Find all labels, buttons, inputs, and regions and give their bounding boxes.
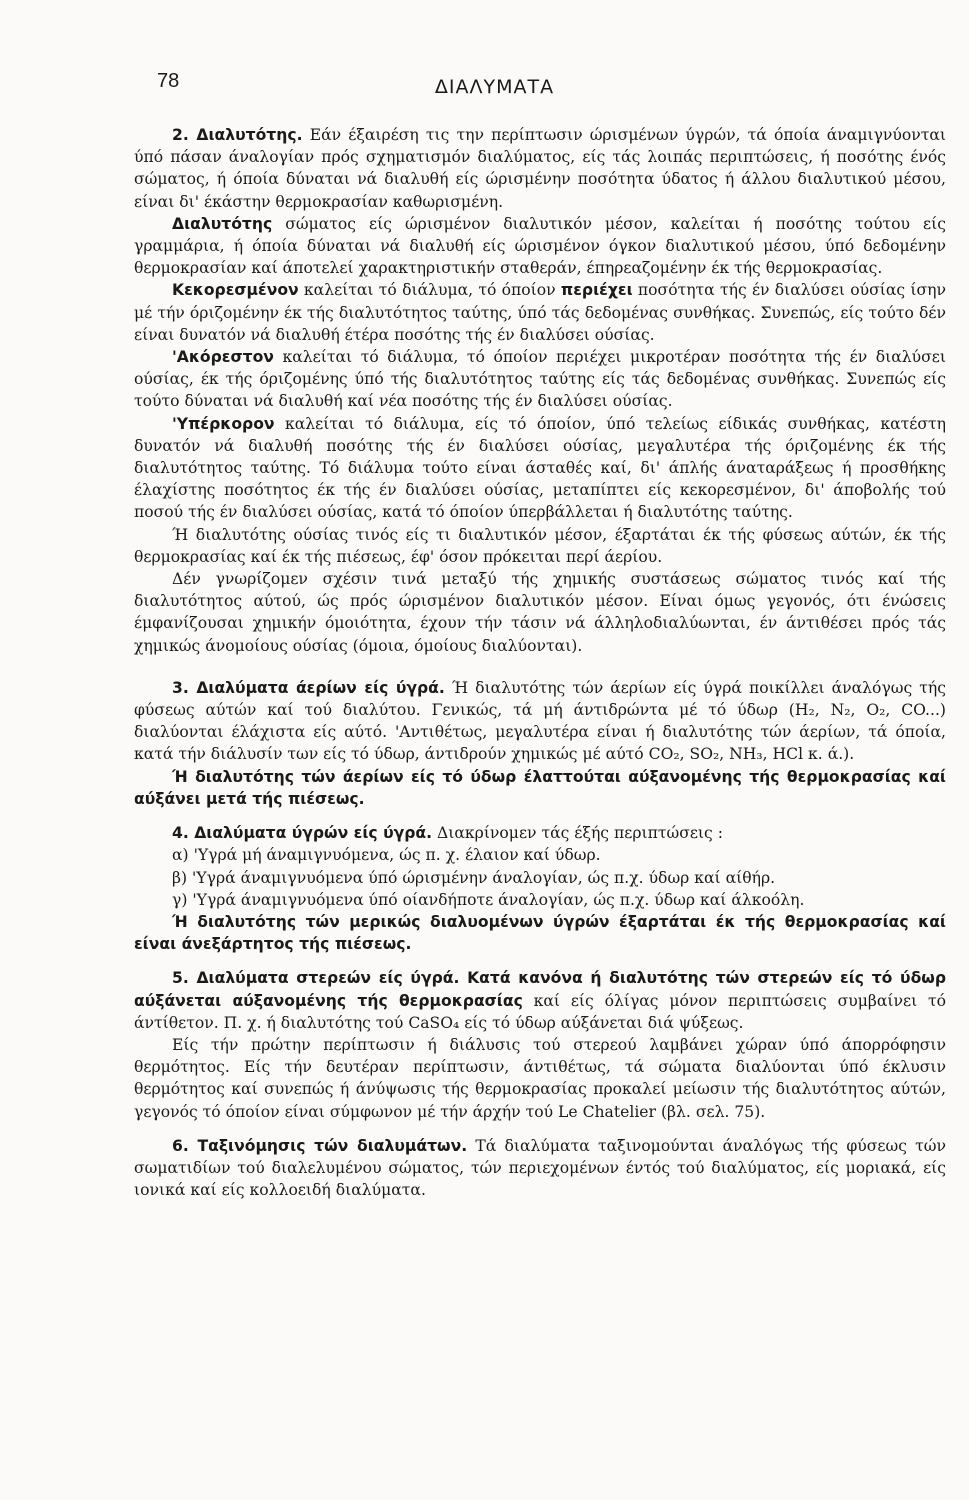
section-2-paragraph [134,124,946,213]
relation-paragraph: Δέν γνωρίζομεν σχέσιν τινά μεταξύ τής χημικής συστάσεως σώματος τινός καί τής διαλυτότητος αύτού, ώς πρός ώρισμένον διαλυτικόν μέσον. Είναι όμως γεγονός, ότι ένώσεις έμφανίζουσαι χημικήν όμοιότητα, έχουν τήν τάσιν νά άλληλοδιαλύωνται, έν άντιθέσει πρός τάς χημικώς άνομοίους ούσίας (όμοια, όμοίους διαλύονται). [134,570,946,655]
section-5-paragraph: 5. Διαλύματα στερεών είς ύγρά. Κατά κανόνα ή διαλυτότης τών στερεών είς τό ύδωρ αύξάνεται αύξανομένης τής θερμοκρασίας καί είς όλίγας μόνον περιπτώσεις συμβαίνει τό άντίθετον. Π. χ. ή διαλυτότης τού CaSO₄ είς τό ύδωρ αύξάνεται διά ψύξεως. [134,969,947,1032]
section-4-heading: 4. Διαλύματα ύγρών είς ύγρά. [172,824,433,843]
term-solubility: Διαλυτότης [172,214,273,233]
term-unsaturated: 'Ακόρεστον [172,348,274,367]
section-5-paragraph-2: Είς τήν πρώτην περίπτωσιν ή διάλυσις τού στερεού λαμβάνει χώραν ύπό άπορρόφησιν θερμότητος. Είς τήν δευτέραν περίπτωσιν, άντιθέτως, τά σώματα διαλύονται ύπό έκλυσιν θερμότητος καί συνεπώς ή άνύψωσις τής θερμοκρασίας προκαλεί μείωσιν τής διαλυτότητος αύτών, γεγονός τό όποίον είναι σύμφωνον μέ τήν άρχήν τού Le Chatelier (βλ. σελ. 75). [134,1035,946,1121]
list-item: γ) 'Υγρά άναμιγνυόμενα ύπό οίανδήποτε άναλογίαν, ώς π.χ. ύδωρ καί άλκοόλη. [172,890,805,909]
section-6-paragraph: 6. Ταξινόμησις τών διαλυμάτων. Τά διαλύματα ταξινομούνται άναλόγως τής φύσεως τών σωματιδίων τού διαλελυμένου σώματος, τών περιεχομένων έντός τού διαλύματος, είς μοριακά, είς ιονικά καί είς κολλοειδή διαλύματα. [134,1136,946,1200]
running-title: ΔΙΑΛΥΜΑΤΑ [434,76,555,98]
section-2-intro: Εάν έξαιρέση τις την περίπτωσιν ώρισμένων ύγρών, τά όποία άναμιγνύονται ύπό πάσαν άναλογίαν πρός σχηματισμόν διαλύματος, είς τάς λοιπάς περιπτώσεις, ή ποσότης ένός σώματος, ή όποία δύναται νά διαλυθή είς ώρισμένην ποσότητα ύδατος ή άλλου διαλυτικού μέσου, είναι δι' έκάστην θερμοκρασίαν καθωρισμένη. [134,126,946,211]
page-header [0,70,969,110]
section-5-heading: 5. Διαλύματα στερεών είς ύγρά. [172,969,460,988]
section-3-rule: Ή διαλυτότης τών άερίων είς τό ύδωρ έλαττούται αύξανομένης τής θερμοκρασίας καί αύξάνει μετά τής πιέσεως. [134,767,946,808]
section-6-heading: 6. Ταξινόμησις τών διαλυμάτων. [172,1136,468,1155]
page-body [134,124,946,1201]
section-4-closing: Ή διαλυτότης τών μερικώς διαλυομένων ύγρών έξαρτάται έκ τής θερμοκρασίας καί είναι άνεξάρτητος τής πιέσεως. [134,912,946,954]
list-item: β) 'Υγρά άναμιγνυόμενα ύπό ώρισμένην άναλογίαν, ώς π.χ. ύδωρ καί αίθήρ. [172,868,776,887]
section-3-paragraph: 3. Διαλύματα άερίων είς ύγρά. Ή διαλυτότης τών άερίων είς ύγρά ποικίλλει άναλόγως τής φύσεως αύτών καί τού διαλύτου. Γενικώς, τά μή άντιδρώντα μέ τό ύδωρ (H₂, N₂, O₂, CO...) διαλύονται έλάχιστα είς αύτό. 'Αντιθέτως, μεγαλυτέρα είναι ή διαλυτότης τών άερίων, τά όποία, κατά τήν διάλυσίν των είς τό ύδωρ, άντιδρούν χημικώς μέ αύτό CO₂, SO₂, NH₃, HCl κ. ά.). [134,678,946,764]
supersaturated-definition: 'Υπέρκορον καλείται τό διάλυμα, είς τό όποίον, ύπό τελείως είδικάς συνθήκας, κατέστη δυνατόν νά διαλυθή ποσότης τής έν διαλύσει ούσίας, μεγαλυτέρα τής όριζομένης έκ τής διαλυτότητος ταύτης. Τό διάλυμα τούτο είναι άσταθές καί, δι' άπλής άναταράξεως ή προσθήκης έλαχίστης ποσότητος έκ τής έν διαλύσει ούσίας, μεταπίπτει είς κεκορεσμένον, δι' άποβολής τού ποσού τής έν διαλύσει ούσίας, κατά τό όποίον ύπερβάλλεται ή διαλυτότης ταύτης. [134,414,946,522]
term-supersaturated: 'Υπέρκορον [172,414,275,433]
unsaturated-definition: 'Ακόρεστον καλείται τό διάλυμα, τό όποίον περιέχει μικροτέραν ποσότητα τής έν διαλύσει ούσίας, έκ τής όριζομένης ύπό τής διαλυτότητος ταύτης είς τάς δεδομένας συνθήκας. Συνεπώς είς τούτο δύναται νά διαλυθή καί νέα ποσότης τής έν διαλύσει ούσίας. [134,348,946,411]
term-saturated: Κεκορεσμένον [172,281,299,300]
dependence-paragraph: Ή διαλυτότης ούσίας τινός είς τι διαλυτικόν μέσον, έξαρτάται έκ τής φύσεως αύτών, έκ τής θερμοκρασίας καί έκ τής πιέσεως, έφ' όσον πρόκειται περί άερίου. [134,525,946,566]
list-item: α) 'Υγρά μή άναμιγνυόμενα, ώς π. χ. έλαιον καί ύδωρ. [172,846,601,865]
section-2-heading: 2. Διαλυτότης. [172,126,303,144]
section-3-heading: 3. Διαλύματα άερίων είς ύγρά. [172,678,445,697]
saturated-definition: Κεκορεσμένον καλείται τό διάλυμα, τό όποίον περιέχει ποσότητα τής έν διαλύσει ούσίας ίσην μέ τήν όριζομένην έκ τής διαλυτότητος ταύτης, ύπό τάς δεδομένας συνθήκας. Συνεπώς, είς τούτο δέν είναι δυνατόν νά διαλυθή έτέρα ποσότης τής έν διαλύσει ούσίας. [134,281,946,344]
page-number: 78 [157,70,180,92]
solubility-definition: Διαλυτότης σώματος είς ώρισμένον διαλυτικόν μέσον, καλείται ή ποσότης τούτου είς γραμμάρια, ή όποία δύναται νά διαλυθή είς ώρισμένον όγκον διαλυτικού μέσου, ύπό δεδομένην θερμοκρασίαν καί άποτελεί χαρακτηριστικήν σταθεράν, έπηρεαζομένην έκ τής θερμοκρασίας. [134,214,946,278]
section-4-paragraph: 4. Διαλύματα ύγρών είς ύγρά. Διακρίνομεν τάς έξής περιπτώσεις : [172,824,723,843]
